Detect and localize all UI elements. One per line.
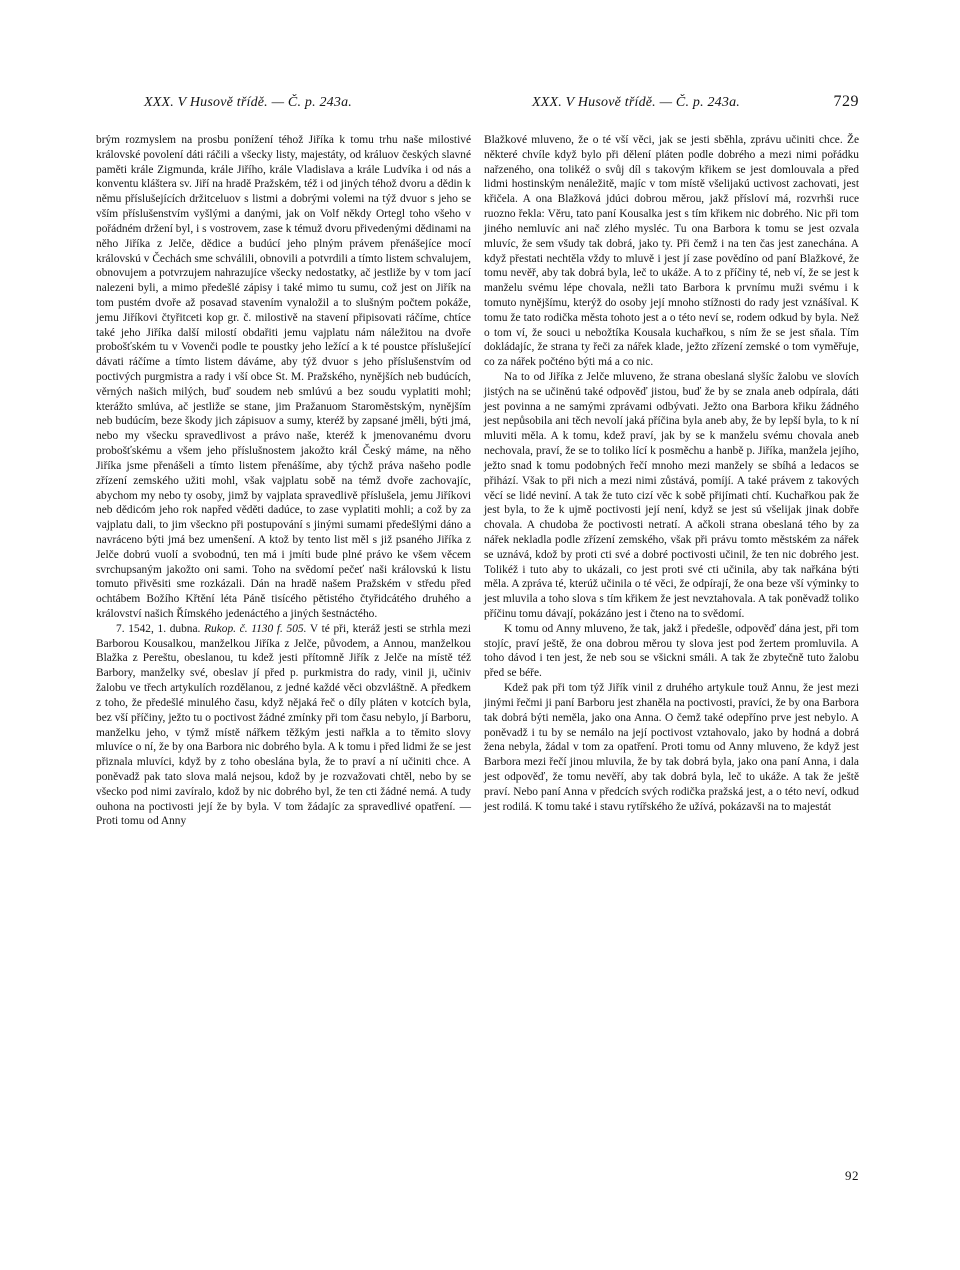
right-header [484, 93, 859, 123]
running-head-left: XXX. V Husově třídě. — Č. p. 243a. [144, 95, 352, 110]
right-body-text [484, 133, 859, 814]
left-column [96, 0, 471, 829]
paragraph: Blažkové mluveno, že o té vší věci, jak se jesti sběhla, zprávu učiniti chce. Že některé chvíle když bylo při dělení pláten podle dobrého a mezi nimi pořádku nařzeného, ona tolikéž o svůj díl s takovým křikem se jest domlouvala a před lidmi hostinským nenáležitě, majíc v tom místě všelijakú uctivost zachovati, jest křičela. A ona Blažková jdúci dobrou měrou, jakž přísloví má, rozvrhši ruce ruozno řekla: Věru, tato paní Kousalka jest s tím křikem nic dobrého. Nic při tom jiného nemluvíc ani nač zlého mysléc. Tu ona Barbora k tomu se jest ozvala mluvíc, že sem všudy tak dobrá, jako ty. Při čemž i na ten čas jest zanechána. A když přestati nechtěla vždy to mluvě i jest jí zase povědíno od paní Blažkové, že tomu nevěř, aby tak dobrá byla, leč to ukáže. A to z příčiny té, neb ví, že se jest k manželu svému lépe chovala, nežli tato Barbora k prvnímu muži svému i k tomuto nynějšímu, kterýž do osoby její mnoho stížnosti do rady jest vznášíval. K tomu že tato rodička města tohoto jest a o této neví se, rodem odkud by byla. Než o tom ví, že souci u nebožtíka Kousala kuchařkou, s ním že se jest sňala. Tím dokládajíc, že strana ty řeči za nářek klade, ježto zřízení zemské o tom vyměřuje, co za nářek počténo býti má a co nic. [484, 134, 859, 369]
paragraph: brým rozmyslem na prosbu ponížení téhož Jiříka k tomu trhu naše milostivé královské povolení dáti ráčili a všecky listy, majestáty, od králuov českých slavné paměti krále Zigmunda, krále Jiřího, krále Vladislava a krále Ludvíka i od nás a konventu kláštera sv. Jiří na hradě Pražském, též i od jiných téhož dvoru a dědin k němu příslušejících držitceluov s listmi a dobrými volemi na týž dvuor s jeho se vším příslušenstvím vyšlými a danými, jak on Volf někdy Ortegl toho všeho v pořádném držení byl, i s vostrovem, zase k témuž dvoru přivedenými dědinami na něho Jiříka z Jelče, dědice a budúcí jeho plným právem přenášejíce mocí královskú v Čechách sme schválili, obnovili a potvrdili a tímto listem schvalujem, obnovujem a potvrzujem nahrazujíce všecky nedostatky, ač jestliže by v tom jací nalezeni byli, a mimo předešlé zápisy i také mimo tu sumu, což jest on Jiřík na tom pustém dvoře až posavad stavením vynaložil a to slušným počtem pokáže, jemu Jiříkovi čtyřitceti kop gr. č. milostivě na stavení připisovati ráčíme, chtíce také jeho Jiříka další milostí obdařiti jemu vajplatu nám náležitou na dvoře probošťském tu v Vovenči podle te poustky jeho ležící a k té poustce příslušející dávati ráčíme a tímto listem dáváme, aby týž dvuor s jeho příslušenstvím od poctivých purgmistra a rady i vší obce St. M. Pražského, nynějších neb budúcích, věrných našich milých, buď soudem neb smlúvú a bez soudu vyplatiti mohl; kterážto smlúva, ač jestliže se stane, jim Pražanuom Staroměstským, nynějším neb budúcím, beze škody jich zápisuov a sumy, kteréž by zapsané jměli, býti jmá, nebo my všecku spravedlivost a právo naše, kteréž k jmenovanému dvoru probošťskému a všem jeho příslušnostem jakožto král Český máme, na něho Jiříka jsme přenášeli a tímto listem přenášíme, aby týchž práva našeho podle zřízení zemského užiti mohl, však vajplatu sobě na témž dvoře zachovajíc, abychom my nebo ty osoby, jimž by vajplata spravedlivě příslušela, jemu Jiříkovi neb dědicóm jeho rok napřed věděti dadúce, to zase vyplatiti mohli; a což by za vajplatu dali, to jim všecknо při postupování s jinými sumami předešlými dáno a navráceno býti jmá bez umenšení. A ktož by tento list měl s již psaného Jiříka z Jelče dobrú vuolí a svobodnú, ten má i jmíti bude plné právo ke všem věcem svrchupsaným jakožto oni sami. Toho na svědomí pečeť naši královskú k listu tomuto přivěsiti sme rozkázali. Dán na hradě našem Pražském v středu před ochtábem Božího Křtění léta Páně tisícého pětistého čtyřidcátého druhého a království našich Římského jedenáctého a jiných šestnáctého. [96, 134, 471, 620]
entry-source: Rukop. č. 1130 f. 505. [204, 622, 307, 635]
entry-text: V té při, kteráž jesti se strhla mezi Barborou Kousalkou, manželkou Jiříka z Jelče, původem, a Annou, manželkou Blažka z Pereštu, obeslanou, tu kdež jesti přítomně Jiřík z Jelče na místě též Barbory, manželky své, obeslav jí před p. purkmistra do rady, vinil ji, učiniv žalobu ve třech artykulích rozdělanou, z jedné každé věci obzvláštně. A předkem z toho, že předešlé minulého času, když nějaká řeč o díly pláten v kotcích byla, bez vší příčiny, ježto tu o poctivost žádné zmínky při tom času nebylo, jí Barboru, manželku jeho, v týmž místě nářkem těžkým jesti nařkla a to těmito slovy mluvíce o ní, že by ona Barbora nic dobrého byla. A k tomu i před lidmi že se jest přiznala mluvíci, když by z toho obeslána byla, že to praví a ní učiniti chce. A poněvadž pak tato slova malá nejsou, kdož by je rozvažovati chtěl, nebo by se všecko pod nimi zavíralo, kdož by nic dobrého byl, že ten cti žádné nemá. A tudy ouhona na poctivosti její že by byla. V tom žádajíc za spravedlivé opatření. — Proti tomu od Anny [96, 622, 471, 828]
left-header [96, 93, 471, 123]
paragraph: K tomu od Anny mluveno, že tak, jakž i předešle, odpověď dána jest, při tom stojíc, praví ještě, že ona dobrou měrou ty slova jest pod žertem promluvila. A toho dávod i ten jest, že neb sou se všickni smáli. A tak že zbytečně tuto žalobu před se béře. [484, 622, 859, 680]
entry-date: 1542, 1. dubna. [128, 622, 201, 635]
paragraph: Kdež pak při tom týž Jiřík vinil z druhého artykule touž Annu, že jest mezi jinými řečmi ji paní Barboru jest zhaněla na poctivosti, pravíci, že by ona Barbora tak dobrá býti neměla, jako ona Anna. O čemž také odepříno prve jest nebylo. A poněvadž i tu by se nemálo na její poctivost vztahovalo, jako by hodná a dobrá žena nebyla, žádal v tom za opatření. Proti tomu od Anny mluveno, že když jest Barbora mezi řečí jinou mluvila, že by tak dobrá byla, jako ona paní Anna, i dala jest odpověď, že tomu nevěří, aby tak dobrá byla, leč to ukáže. A tak že ještě praví. Nebo paní Anna v předcích svých rodička pražská jest, a o této neví, odkud jest rodilá. K tomu také i stavu rytířského že užívá, pokázavši na to majestát [484, 682, 859, 813]
signature-mark: 92 [845, 1168, 859, 1183]
entry-number: 7. [116, 622, 125, 635]
entry-7-paragraph [96, 622, 471, 829]
right-column [484, 0, 859, 1183]
page-number: 729 [833, 93, 859, 110]
paragraph: Na to od Jiříka z Jelče mluveno, že strana obeslaná slyšíc žalobu ve slovích jistých na se učiněnú také odpověď jistou, buď že by se znala aneb odpírala, dáti jest povinna a ne samými zprávami odbývati. Ježto ona Barbora křiku žádného jest nepůsobila ani těch nevolí jaká příčina byla aneb aby, že by lepší byla, to k ní mluviti měla. A k tomu, kdež praví, jak by se k manželu svému chovala aneb nechovala, praví, že se to toliko lící k posměchu a hanbě p. Jiříka, manžela jejího, ježto snad k tomu podobných řečí mnoho mezi manžely se sbíhá a ledacos se přihází. Však to při nich a mezi nimi zůstává, pomíjí. A také právem z takových věcí se lidé neviní. A tak že tuto cizí věc k sobě přijímati chtí. Kuchařkou pak že jest byla, to že k ujmě poctivosti její není, když se jest sú všelijak jinak dobře chovala. A chudoba že poctivosti netratí. A ačkoli strana obeslaná tého by za nářek nekladla podle zřízení zemského, však při právu tomto městském za nářek se uznává, kdož by proti cti své a dobré poctivosti učinil, že ten nic dobrého jest. Tolikéž i tuto aby to ukázali, co jest proti své cti učinila, aby tak nařkána býti měla. A zpráva té, kterúž učinila o té věci, že odpírají, že ona beze vší výminky to jest mluvila a toho slova s tím křikem že jest nevztahovala. A tak poněvadž toliko příčinu tomu dávají, pokázáno jest i čteno na to svědomí. [484, 371, 859, 620]
running-head-right: XXX. V Husově třídě. — Č. p. 243a. [532, 95, 740, 110]
left-body-text [96, 133, 471, 829]
